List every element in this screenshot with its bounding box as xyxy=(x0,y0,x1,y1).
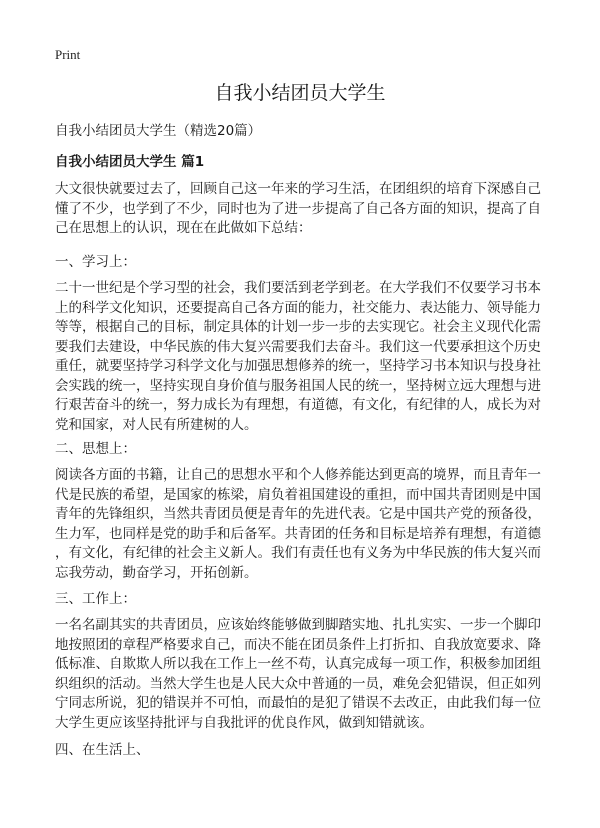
paragraph-line: 低标准、自欺欺人所以我在工作上一丝不苟，认真完成每一项工作，积极参加团组 xyxy=(55,656,541,672)
paragraph-line: 大文很快就要过去了，回顾自己这一年来的学习生活，在团组织的培育下深感自己 xyxy=(55,181,541,197)
document-subtitle: 自我小结团员大学生（精选20篇） xyxy=(55,123,262,139)
page-title: 自我小结团员大学生 xyxy=(214,82,386,104)
section-label-life: 四、在生活上、 xyxy=(55,742,150,758)
article-heading: 自我小结团员大学生 篇1 xyxy=(55,154,205,170)
paragraph-line: 忘我劳动，勤奋学习，开拓创新。 xyxy=(55,564,258,581)
section-paragraph-study xyxy=(55,279,550,435)
section-label-work: 三、工作上： xyxy=(55,591,136,607)
paragraph-line: 一名名副其实的共青团员，应该始终能够做到脚踏实地、扎扎实实、一步一个脚印 xyxy=(55,617,541,633)
paragraph-line: ，有文化，有纪律的社会主义新人。我们有责任也有义务为中华民族的伟大复兴而 xyxy=(55,545,541,561)
print-link[interactable]: Print xyxy=(55,47,81,62)
intro-paragraph xyxy=(55,180,550,239)
section-paragraph-work xyxy=(55,616,550,733)
section-label-study: 一、学习上： xyxy=(55,254,136,270)
paragraph-line: 地按照团的章程严格要求自己，而决不能在团员条件上打折扣、自我放宽要求、降 xyxy=(55,636,541,653)
paragraph-line: 阅读各方面的书籍，让自己的思想水平和个人修养能达到更高的境界，而且青年一 xyxy=(55,467,541,483)
paragraph-line: 大学生更应该坚持批评与自我批评的优良作风，做到知错就该。 xyxy=(55,714,433,731)
paragraph-line: 等等，根据自己的目标，制定具体的计划一步一步的去实现它。社会主义现代化需 xyxy=(55,319,541,335)
section-paragraph-thought xyxy=(55,466,550,583)
paragraph-line: 织组织的活动。当然大学生也是人民大众中普通的一员，难免会犯错误，但正如列 xyxy=(55,675,541,692)
paragraph-line: 党和国家，对人民有所建树的人。 xyxy=(55,416,258,433)
paragraph-line: 二十一世纪是个学习型的社会，我们要活到老学到老。在大学我们不仅要学习书本 xyxy=(55,280,541,296)
paragraph-line: 青年的先锋组织，当然共青团员便是青年的先进代表。它是中国共产党的预备役， xyxy=(55,506,541,522)
paragraph-line: 上的科学文化知识，还要提高自己各方面的能力，社交能力、表达能力、领导能力 xyxy=(55,299,541,316)
paragraph-line: 己在思想上的认识，现在在此做如下总结： xyxy=(55,220,312,236)
paragraph-line: 懂了不少，也学到了不少，同时也为了进一步提高了自己各方面的知识，提高了自 xyxy=(55,200,541,217)
paragraph-line: 代是民族的希望，是国家的栋梁，肩负着祖国建设的重担，而中国共青团则是中国 xyxy=(55,486,541,503)
paragraph-line: 重任，就要坚持学习科学文化与加强思想修养的统一，坚持学习书本知识与投身社 xyxy=(55,358,541,374)
paragraph-line: 要我们去建设，中华民族的伟大复兴需要我们去奋斗。我们这一代要承担这个历史 xyxy=(55,338,541,355)
section-label-thought: 二、思想上： xyxy=(55,441,136,457)
paragraph-line: 行艰苦奋斗的统一，努力成长为有理想，有道德，有文化，有纪律的人，成长为对 xyxy=(55,397,541,413)
paragraph-line: 生力军，也同样是党的助手和后备军。共青团的任务和目标是培养有理想，有道德 xyxy=(55,525,541,542)
paragraph-line: 宁同志所说，犯的错误并不可怕，而最怕的是犯了错误不去改正，由此我们每一位 xyxy=(55,695,541,711)
paragraph-line: 会实践的统一，坚持实现自身价值与服务祖国人民的统一，坚持树立远大理想与进 xyxy=(55,377,541,394)
